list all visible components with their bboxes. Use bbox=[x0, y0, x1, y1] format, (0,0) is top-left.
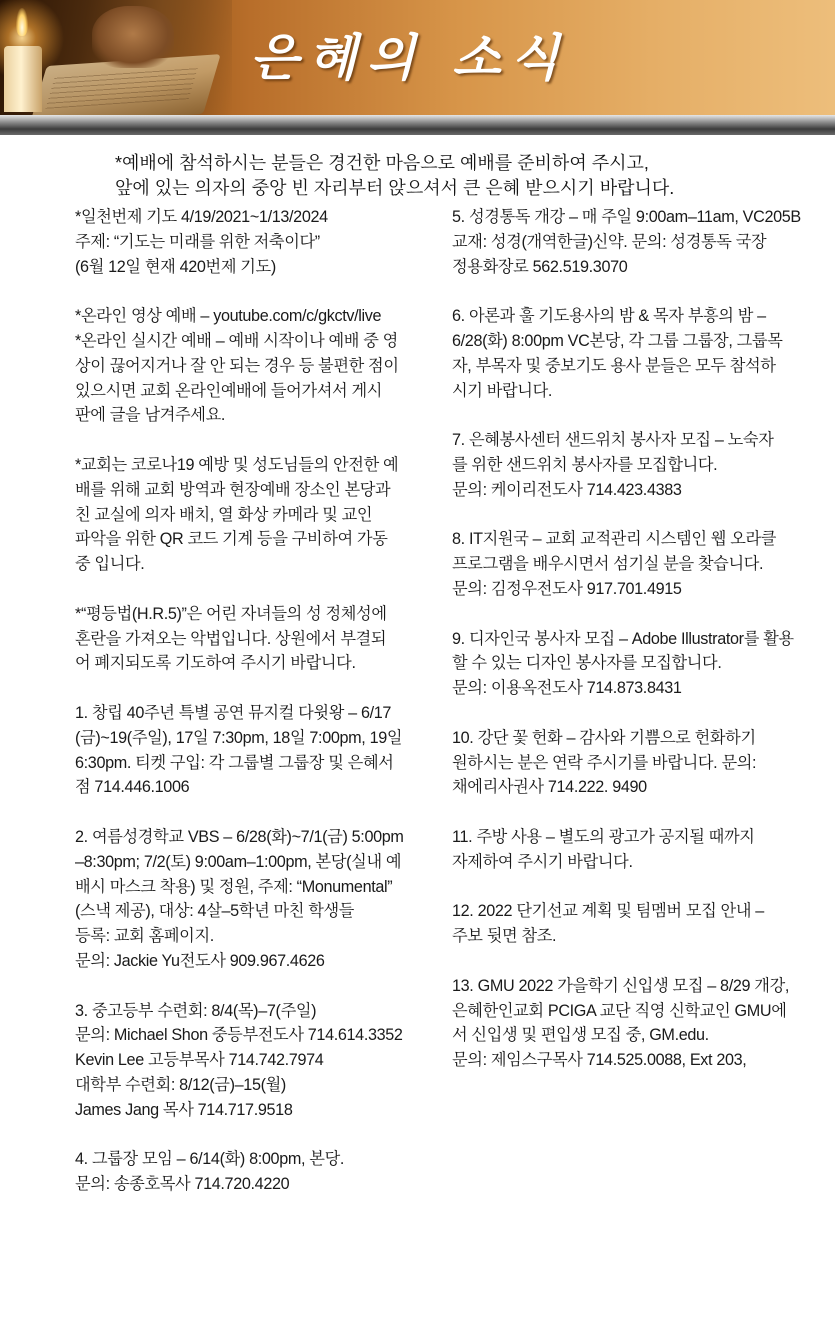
announcement-item bbox=[452, 304, 817, 403]
announcement-line: 13. GMU 2022 가을학기 신입생 모집 – 8/29 개강, bbox=[452, 976, 790, 995]
candle-flame-icon bbox=[16, 8, 28, 36]
intro-line: *예배에 참석하시는 분들은 경건한 마음으로 예배를 준비하여 주시고, bbox=[115, 153, 649, 173]
announcement-item bbox=[75, 701, 443, 800]
announcement-line: (금)~19(주일), 17일 7:30pm, 18일 7:00pm, 19일 bbox=[75, 728, 403, 747]
announcement-line: 중 입니다. bbox=[75, 555, 145, 574]
announcement-line: 2. 여름성경학교 VBS – 6/28(화)~7/1(금) 5:00pm bbox=[75, 827, 404, 846]
announcement-item bbox=[75, 999, 443, 1123]
announcement-item bbox=[75, 453, 443, 577]
announcement-line: 교재: 성경(개역한글)신약. 문의: 성경통독 국장 bbox=[452, 232, 767, 251]
announcement-line: 문의: Michael Shon 중등부전도사 714.614.3352 bbox=[75, 1026, 403, 1045]
announcement-line: 혼란을 가져오는 악법입니다. 상원에서 부결되 bbox=[75, 629, 387, 648]
announcement-line: 원하시는 분은 연락 주시기를 바랍니다. 문의: bbox=[452, 753, 757, 772]
announcement-line: Kevin Lee 고등부목사 714.742.7974 bbox=[75, 1051, 324, 1070]
intro-notice bbox=[115, 151, 815, 201]
intro-line: 앞에 있는 의자의 중앙 빈 자리부터 앉으셔서 큰 은혜 받으시기 바랍니다. bbox=[115, 178, 675, 198]
announcement-line: 8. IT지원국 – 교회 교적관리 시스템인 웹 오라클 bbox=[452, 530, 777, 549]
announcement-line: 문의: 송종호목사 714.720.4220 bbox=[75, 1175, 290, 1194]
announcement-line: 어 폐지되도록 기도하여 주시기 바랍니다. bbox=[75, 654, 356, 673]
announcement-item bbox=[75, 602, 443, 676]
announcement-line: 9. 디자인국 봉사자 모집 – Adobe Illustrator를 활용 bbox=[452, 629, 794, 648]
announcement-line: 배시 마스크 착용) 및 정원, 주제: “Monumental” bbox=[75, 877, 393, 896]
announcement-item bbox=[75, 205, 443, 279]
announcement-line: 7. 은혜봉사센터 샌드위치 봉사자 모집 – 노숙자 bbox=[452, 431, 774, 450]
announcement-line: 배를 위해 교회 방역과 현장예배 장소인 본당과 bbox=[75, 480, 391, 499]
announcement-item bbox=[452, 974, 817, 1073]
announcement-line: 친 교실에 의자 배치, 열 화상 카메라 및 교인 bbox=[75, 505, 373, 524]
page-title: 은혜의 소식 bbox=[250, 28, 569, 87]
announcement-line: 자, 부목자 및 중보기도 용사 분들은 모두 참석하 bbox=[452, 356, 776, 375]
announcement-line: 판에 글을 남겨주세요. bbox=[75, 406, 226, 425]
announcement-item bbox=[452, 899, 817, 949]
announcement-line: 주제: “기도는 미래를 위한 저축이다” bbox=[75, 232, 320, 251]
announcement-line: –8:30pm; 7/2(토) 9:00am–1:00pm, 본당(실내 예 bbox=[75, 852, 402, 871]
announcement-line: 10. 강단 꽃 헌화 – 감사와 기쁨으로 헌화하기 bbox=[452, 728, 756, 747]
announcement-line: (스낵 제공), 대상: 4살–5학년 마친 학생들 bbox=[75, 902, 355, 921]
announcement-line: 점 714.446.1006 bbox=[75, 778, 190, 797]
announcement-line: 6/28(화) 8:00pm VC본당, 각 그룹 그룹장, 그룹목 bbox=[452, 331, 783, 350]
candle-shape bbox=[4, 46, 42, 112]
announcement-item bbox=[75, 825, 443, 974]
announcement-line: 상이 끊어지거나 잘 안 되는 경우 등 불편한 점이 bbox=[75, 356, 399, 375]
announcement-line: 4. 그룹장 모임 – 6/14(화) 8:00pm, 본당. bbox=[75, 1150, 345, 1169]
announcement-line: (6월 12일 현재 420번제 기도) bbox=[75, 257, 276, 276]
announcement-line: 를 위한 샌드위치 봉사자를 모집합니다. bbox=[452, 455, 718, 474]
announcement-item bbox=[75, 304, 443, 428]
praying-hands-shape bbox=[92, 6, 174, 68]
announcement-line: 파악을 위한 QR 코드 기계 등을 구비하여 가동 bbox=[75, 530, 388, 549]
announcement-item bbox=[452, 825, 817, 875]
announcement-line: 문의: 케이리전도사 714.423.4383 bbox=[452, 480, 682, 499]
announcement-line: 등록: 교회 홈페이지. bbox=[75, 927, 214, 946]
announcement-line: 주보 뒷면 참조. bbox=[452, 927, 557, 946]
announcement-item bbox=[452, 428, 817, 502]
announcements-right-column bbox=[452, 205, 817, 1098]
announcements-left-column bbox=[75, 205, 443, 1222]
announcement-item bbox=[452, 627, 817, 701]
header-banner bbox=[0, 0, 835, 115]
announcement-line: 6:30pm. 티켓 구입: 각 그룹별 그룹장 및 은혜서 bbox=[75, 753, 394, 772]
announcement-line: 12. 2022 단기선교 계획 및 팀멤버 모집 안내 – bbox=[452, 902, 764, 921]
announcement-line: 은혜한인교회 PCIGA 교단 직영 신학교인 GMU에 bbox=[452, 1001, 787, 1020]
announcement-line: 채에리사권사 714.222. 9490 bbox=[452, 778, 647, 797]
announcement-line: 문의: Jackie Yu전도사 909.967.4626 bbox=[75, 951, 325, 970]
announcement-line: 11. 주방 사용 – 별도의 광고가 공지될 때까지 bbox=[452, 827, 755, 846]
announcement-line: 서 신입생 및 편입생 모집 중, GM.edu. bbox=[452, 1026, 709, 1045]
announcement-line: 프로그램을 배우시면서 섬기실 분을 찾습니다. bbox=[452, 555, 764, 574]
announcement-line: 5. 성경통독 개강 – 매 주일 9:00am–11am, VC205B bbox=[452, 208, 801, 226]
announcement-line: 할 수 있는 디자인 봉사자를 모집합니다. bbox=[452, 654, 722, 673]
announcement-line: 문의: 김정우전도사 917.701.4915 bbox=[452, 579, 682, 598]
announcement-item bbox=[452, 205, 817, 279]
announcement-line: 문의: 제임스구목사 714.525.0088, Ext 203, bbox=[452, 1051, 747, 1070]
announcement-line: 시기 바랍니다. bbox=[452, 381, 553, 400]
candle-prayer-photo bbox=[0, 0, 232, 115]
announcement-line: 문의: 이용옥전도사 714.873.8431 bbox=[452, 679, 682, 698]
announcement-line: 정용화장로 562.519.3070 bbox=[452, 257, 628, 276]
announcement-line: 대학부 수련회: 8/12(금)–15(월) bbox=[75, 1075, 286, 1094]
announcement-item bbox=[452, 527, 817, 601]
announcement-item bbox=[75, 1147, 443, 1197]
announcement-line: 1. 창립 40주년 특별 공연 뮤지컬 다윗왕 – 6/17 bbox=[75, 703, 392, 722]
announcement-line: *교회는 코로나19 예방 및 성도님들의 안전한 예 bbox=[75, 455, 399, 474]
announcement-line: *온라인 영상 예배 – youtube.com/c/gkctv/live bbox=[75, 307, 382, 326]
header-divider bbox=[0, 115, 835, 135]
announcement-line: 있으시면 교회 온라인예배에 들어가셔서 게시 bbox=[75, 381, 383, 400]
announcement-line: James Jang 목사 714.717.9518 bbox=[75, 1100, 293, 1119]
announcement-line: 6. 아론과 훌 기도용사의 밤 & 목자 부흥의 밤 – bbox=[452, 307, 766, 326]
announcement-line: *“평등법(H.R.5)”은 어린 자녀들의 성 정체성에 bbox=[75, 604, 387, 623]
announcement-line: *온라인 실시간 예배 – 예배 시작이나 예배 중 영 bbox=[75, 331, 398, 350]
announcement-line: 자제하여 주시기 바랍니다. bbox=[452, 852, 633, 871]
announcement-item bbox=[452, 726, 817, 800]
announcement-line: 3. 중고등부 수련회: 8/4(목)–7(주일) bbox=[75, 1001, 317, 1020]
announcement-line: *일천번제 기도 4/19/2021~1/13/2024 bbox=[75, 208, 328, 226]
